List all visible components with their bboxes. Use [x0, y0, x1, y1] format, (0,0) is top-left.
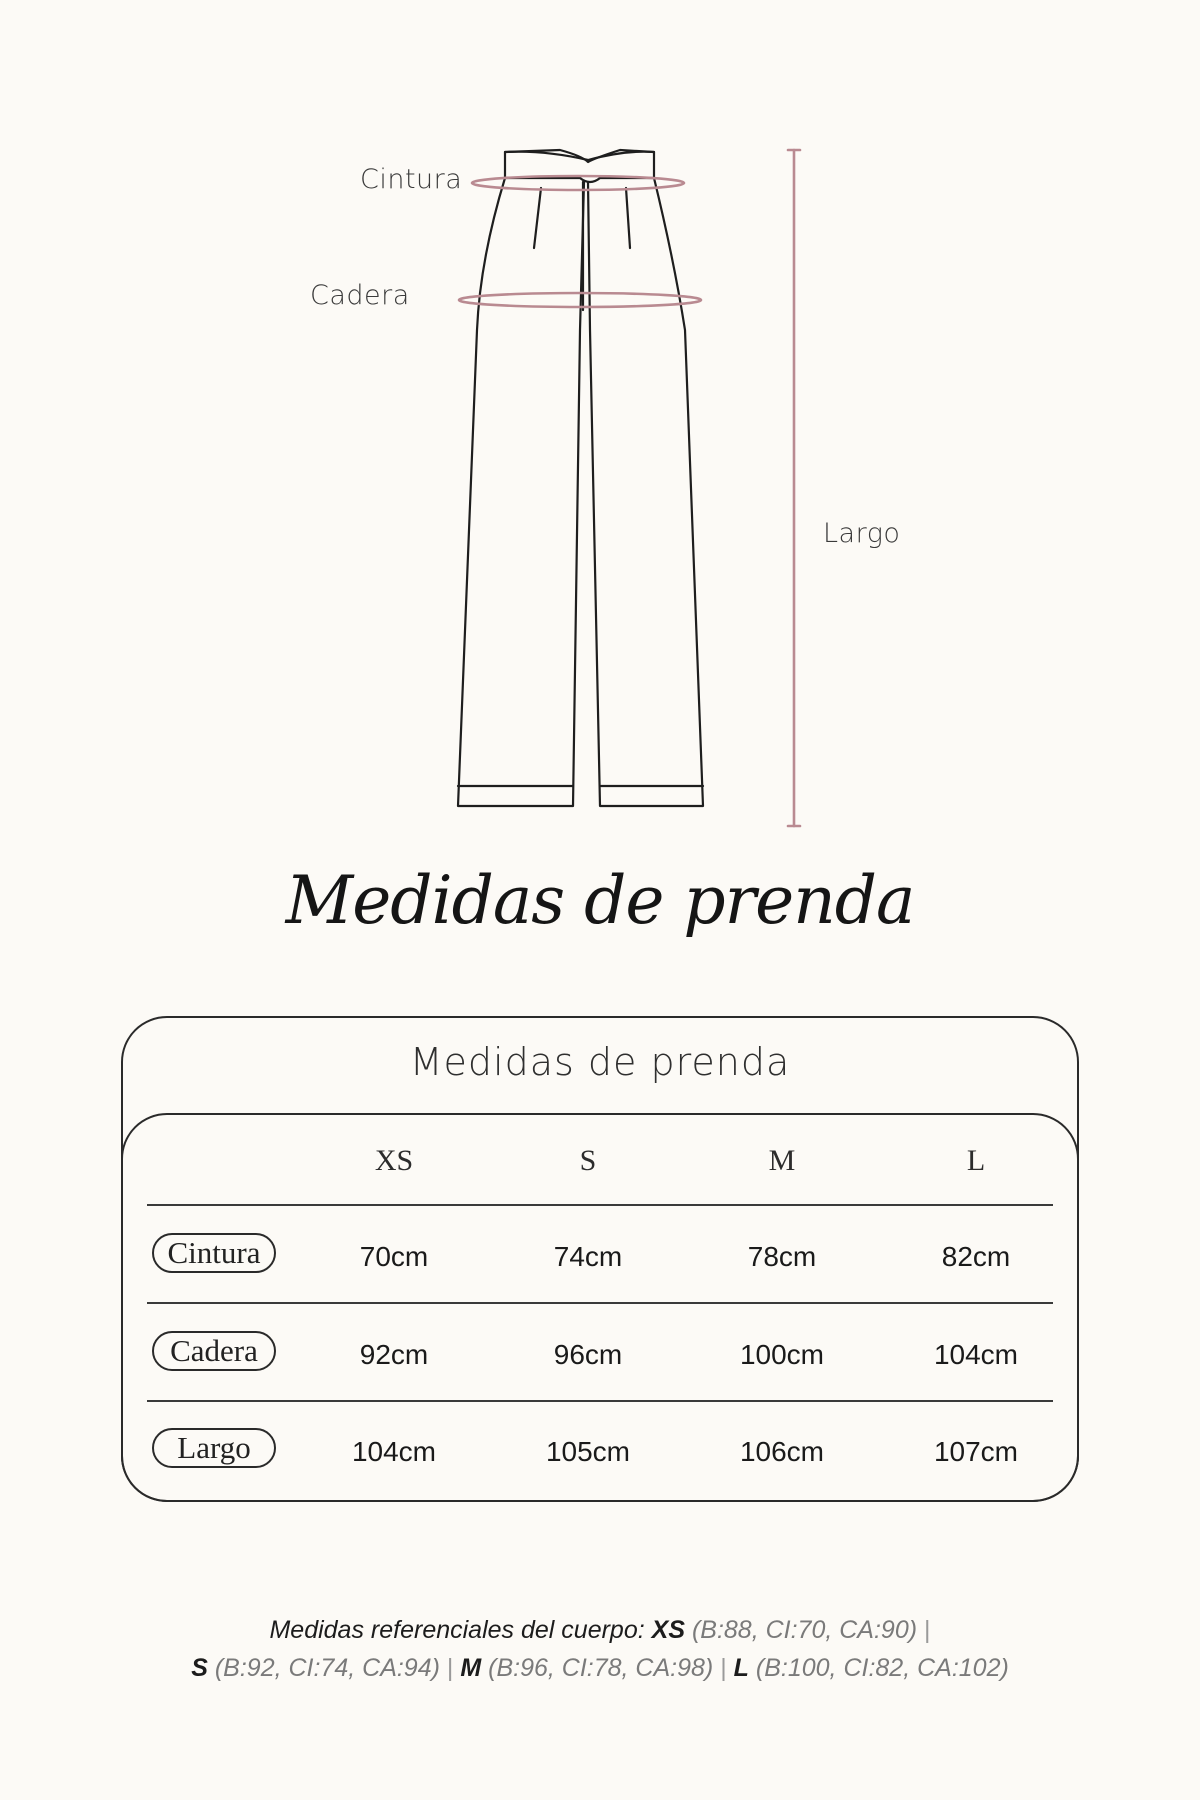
- table-divider: [147, 1400, 1053, 1402]
- length-label: Largo: [823, 518, 901, 549]
- footnote-values: (B:100, CI:82, CA:102): [755, 1654, 1009, 1682]
- footnote-values: (B:92, CI:74, CA:94): [214, 1654, 440, 1682]
- page-title: Medidas de prenda: [285, 862, 915, 939]
- footnote-line-1: [0, 1616, 1200, 1645]
- table-cell: 92cm: [359, 1339, 429, 1370]
- footnote-size: S: [191, 1654, 208, 1682]
- table-cell: 100cm: [739, 1339, 825, 1370]
- table-divider: [147, 1204, 1053, 1206]
- table-cell: 107cm: [933, 1436, 1019, 1467]
- table-cell: 70cm: [359, 1241, 429, 1272]
- table-cell: 105cm: [545, 1436, 631, 1467]
- table-cell: 106cm: [739, 1436, 825, 1467]
- table-cell: 78cm: [747, 1241, 817, 1272]
- table-cell: 104cm: [351, 1436, 437, 1467]
- table-cell: 104cm: [933, 1339, 1019, 1370]
- right-leg-outline: [588, 178, 703, 806]
- right-dart: [626, 188, 630, 248]
- size-header-xs: XS: [374, 1144, 414, 1177]
- footnote-line-2: [0, 1654, 1200, 1683]
- footnote-separator: |: [720, 1654, 727, 1682]
- row-label-length: Largo: [152, 1428, 276, 1468]
- footnote-separator: |: [446, 1654, 454, 1682]
- row-label-waist: Cintura: [152, 1233, 276, 1273]
- footnote-values: (B:88, CI:70, CA:90): [691, 1616, 918, 1644]
- size-header-m: M: [768, 1144, 796, 1177]
- table-cell: 74cm: [553, 1241, 623, 1272]
- waist-label: Cintura: [360, 164, 463, 195]
- hip-label: Cadera: [310, 280, 410, 311]
- size-header-l: L: [966, 1144, 986, 1177]
- footnote-size: L: [733, 1654, 749, 1682]
- table-title: Medidas de prenda: [409, 1040, 791, 1084]
- table-divider: [147, 1302, 1053, 1304]
- left-leg-outline: [458, 178, 584, 806]
- pants-diagram: [0, 0, 1200, 860]
- footnote-values: (B:96, CI:78, CA:98): [488, 1654, 714, 1682]
- table-cell: 82cm: [941, 1241, 1011, 1272]
- row-label-hip: Cadera: [152, 1331, 276, 1371]
- left-dart: [534, 188, 541, 248]
- table-cell: 96cm: [553, 1339, 623, 1370]
- footnote-size: M: [460, 1654, 482, 1682]
- footnote-intro: Medidas referenciales del cuerpo:: [269, 1616, 645, 1644]
- size-header-s: S: [579, 1144, 597, 1177]
- footnote-size: XS: [651, 1616, 685, 1644]
- footnote-separator: |: [924, 1616, 931, 1644]
